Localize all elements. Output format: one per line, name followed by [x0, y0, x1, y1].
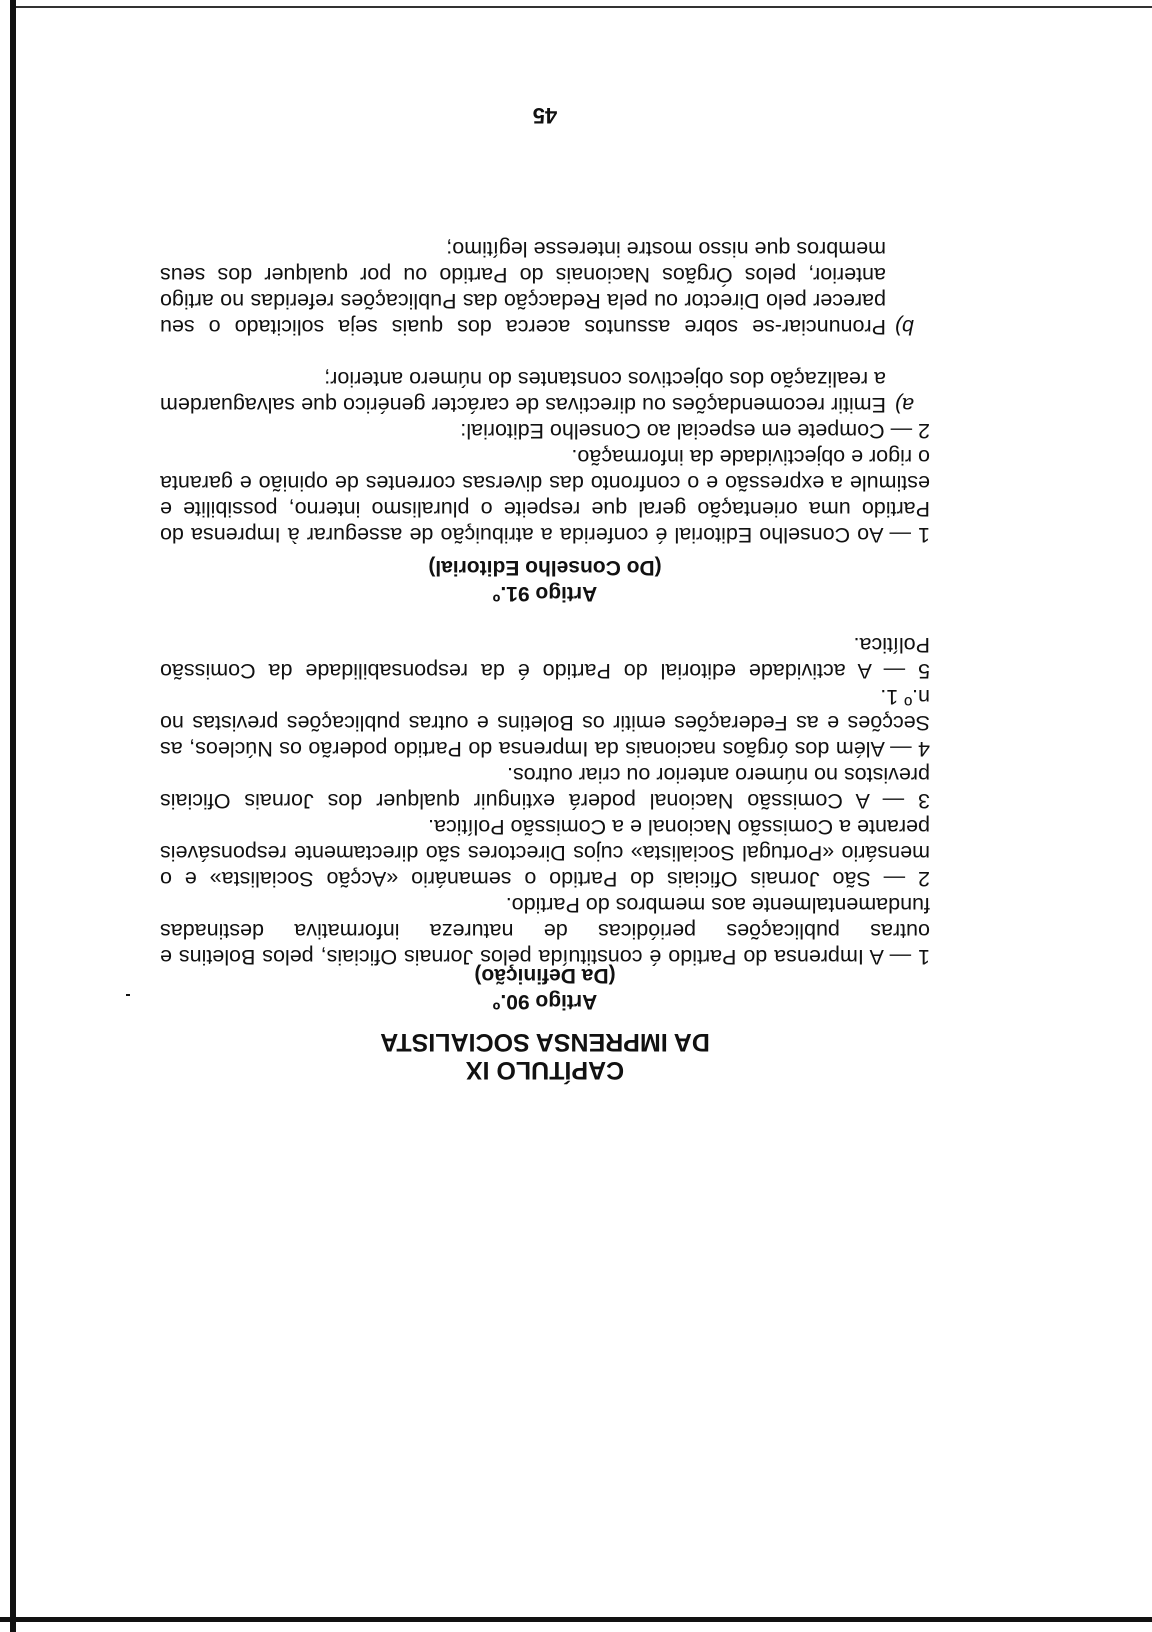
article-90-title: Artigo 90.º [492, 990, 598, 1013]
alinea-text: Emitir recomendações ou directivas de carácter genérico que salvaguardem a realização dos objectivos constantes do número anterior; [160, 367, 886, 417]
article-90-paragraph-2: 2 — São Jornais Oficiais do Partido o semanário «Acção Socialista» e o mensário «Portugal Socialista» cujos Directores são directamente responsáveis perante a Comissão Nacional e a Comissão Política. [160, 815, 930, 891]
article-91-paragraph-2: 2 — Compete em especial ao Conselho Editorial: [460, 419, 930, 443]
article-91-paragraph-1: 1 — Ao Conselho Editorial é conferida a atribuição de assegurar à Imprensa do Partido uma orientação geral que respeite o pluralismo interno, possibilite e estimule a expressão e o confronto das diversas correntes de opinião e garanta o rigor e objectividade da informação. [160, 445, 930, 547]
alinea-letter: b) [894, 315, 914, 339]
article-91-subtitle: (Do Conselho Editorial) [428, 556, 662, 579]
article-90-paragraph-1: 1 — A Imprensa do Partido é constituída pelos Jornais Oficiais, pelos Boletins e outras publicações periódicas de natureza informativa destinadas fundamentalmente aos membros do Partido. [160, 893, 930, 969]
page-number: 45 [532, 103, 558, 128]
article-90-subtitle: (Da Definição) [474, 964, 616, 987]
chapter-title [160, 1028, 930, 1084]
article-90-paragraph-4: 4 — Além dos órgãos nacionais da Imprensa do Partido poderão os Núcleos, as Secções e as Federações emitir os Boletins e outras publicações previstas no n.º 1. [160, 685, 930, 761]
chapter-title-line2: DA IMPRENSA SOCIALISTA [380, 1028, 710, 1056]
article-90-paragraph-3: 3 — A Comissão Nacional poderá extinguir qualquer dos Jornais Oficiais previstos no número anterior ou criar outros. [160, 763, 930, 813]
alinea-letter: a) [894, 393, 914, 417]
article-91-heading [160, 554, 930, 606]
alinea-text: Pronunciar-se sobre assuntos acerca dos quais seja solicitado o seu parecer pelo Director ou pela Redacção das Publicações referidas no artigo anterior, pelos Órgãos Nacionais do Partido ou por qualquer dos seus membros que nisso mostre interesse legítimo; [160, 237, 886, 339]
article-91-title: Artigo 91.º [492, 582, 598, 605]
article-91-alinea-a [160, 366, 930, 418]
chapter-title-line1: CAPÍTULO IX [465, 1056, 625, 1084]
article-91-alinea-b [160, 236, 930, 340]
article-90-paragraph-5: 5 — A actividade editorial do Partido é da responsabilidade da Comissão Política. [160, 633, 930, 683]
